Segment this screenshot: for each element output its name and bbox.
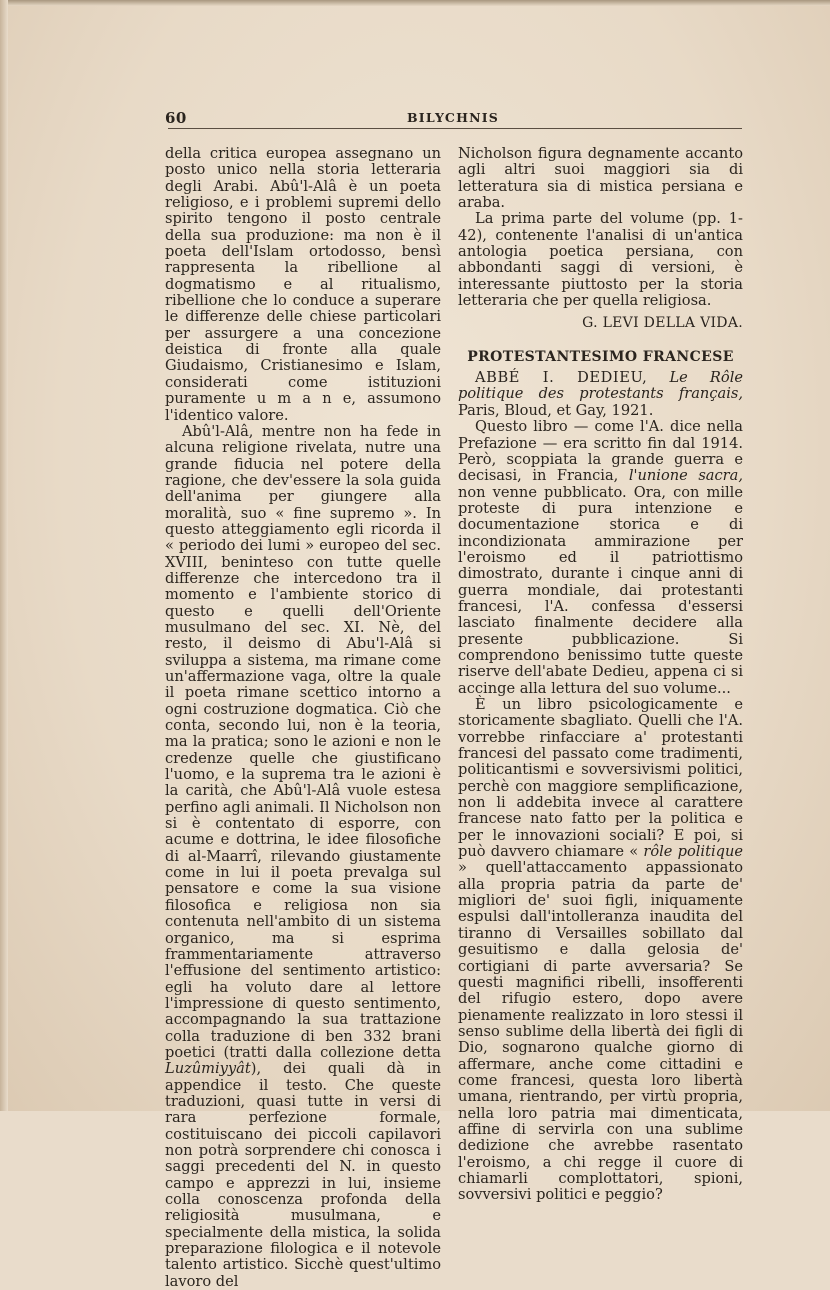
italic-term: rôle politique (643, 843, 743, 861)
header-rule (168, 128, 742, 129)
paragraph: della critica europea assegnano un posto unico nella storia letteraria degli Arabi. Abû'l-Alâ è un poeta religioso, e i problemi supremi dello spirito tengono il posto centrale della sua produzione: ma non è il poeta dell'Islam ortodosso, bensì rappresenta la ribellione al dogmatismo e al ritualismo, ribellione che lo conduce a superare le differenze delle chiese particolari per assurgere a una concezione deistica di fronte alla quale Giudaismo, Cristianesimo e Islam, considerati come istituzioni puramente u m a n e, assumono l'identico valore. (165, 145, 441, 424)
paragraph-text: È un libro psicologicamente e storicamente sbagliato. Quelli che l'A. vorrebbe rinfacciare a' protestanti francesi del passato come tradimenti, politicantismi e sovversivismi politici, perchè con maggiore semplificazione, non li addebita invece al carattere francese nato fatto per la politica e per le innovazioni sociali? E poi, si può davvero chiamare « (458, 696, 743, 861)
paragraph-text: ), dei quali dà in appendice il testo. Che queste traduzioni, quasi tutte in versi di rara perfezione formale, costituiscano dei piccoli capilavori non potrà sorprendere chi conosca i saggi precedenti del N. in questo campo e apprezzi in lui, insieme colla conoscenza profonda della religiosità musulmana, e specialmente della mistica, la solida preparazione filologica e il notevole talento artistico. Sicchè quest'ultimo lavoro del (165, 1060, 441, 1290)
paragraph (165, 424, 441, 1290)
running-title: BILYCHNIS (407, 110, 499, 125)
page-number: 60 (165, 109, 187, 127)
page-left-edge (0, 0, 8, 1111)
bibliographic-reference (458, 370, 743, 419)
reference-author: ABBÉ I. DEDIEU, (475, 369, 648, 387)
italic-term: Luzûmiyyât (165, 1060, 251, 1078)
section-title: PROTESTANTESIMO FRANCESE (467, 348, 734, 365)
review-signature: G. LEVI DELLA VIDA. (582, 315, 743, 332)
paragraph: Nicholson figura degnamente accanto agli altri suoi maggiori sia di letteratura sia di mistica persiana e araba. (458, 145, 743, 212)
paragraph (458, 419, 743, 697)
paragraph-text: Abû'l-Alâ, mentre non ha fede in alcuna religione rivelata, nutre una grande fiducia nel potere della ragione, che dev'essere la sola guida dell'anima per giungere alla moralità, suo « fine supremo ». In questo atteggiamento egli ricorda il « periodo dei lumi » europeo del sec. XVIII, beninteso con tutte quelle differenze che intercedono tra il momento e l'ambiente storico di questo e quelli dell'Oriente musulmano del sec. XI. Nè, del resto, il deismo di Abu'l-Alâ si sviluppa a sistema, ma rimane come un'affermazione vaga, oltre la quale il poeta rimane scettico intorno a ogni costruzione dogmatica. Ciò che conta, secondo lui, non è la teoria, ma la pratica; sono le azioni e non le credenze quelle che giustificano l'uomo, e la suprema tra le azioni è la carità, che Abû'l-Alâ vuole estesa perfino agli animali. Il Nicholson non si è contentato di esporre, con acume e dottrina, le idee filosofiche di al-Maarrî, rilevando giustamente come in lui il poeta prevalga sul pensatore e come la sua visione filosofica e religiosa non sia contenuta nell'ambito di un sistema organico, ma si esprima frammentariamente attraverso l'effusione del sentimento artistico: egli ha voluto dare al lettore l'impressione di questo sentimento, accompagnando la sua trattazione colla traduzione di ben 332 brani poetici (tratti dalla collezione detta (165, 422, 441, 1061)
italic-term: l'unione sacra, (628, 467, 743, 485)
paragraph-text: Questo libro — come l'A. dice nella Prefazione — era scritto fin dal 1914. Però, scoppiata la grande guerra e decisasi, in Francia, (458, 418, 743, 485)
paragraph: La prima parte del volume (pp. 1-42), contenente l'analisi di un'antica antologia poetica persiana, con abbondanti saggi di versioni, è interessante piuttosto per la storia letteraria che per quella religiosa. (458, 210, 743, 310)
right-column (458, 146, 743, 1204)
page-top-edge (0, 0, 830, 6)
reference-publisher: Paris, Bloud, et Gay, 1921. (458, 401, 654, 419)
page-header (165, 109, 741, 129)
paragraph (458, 697, 743, 1204)
reference-title: Le Rôle politique des protestants français, (458, 369, 744, 403)
paragraph-text: » quell'attaccamento appassionato alla propria patria da parte de' migliori de' suoi figli, iniquamente espulsi dall'intolleranza inaudita del tiranno di Versailles sobillato dal gesuitismo e dalla gelosia de' cortigiani di parte avversaria? Se questi magnifici ribelli, insofferenti del rifugio estero, dopo avere pienamente realizzato in loro stessi il senso sublime della libertà dei figli di Dio, sognarono qualche giorno di affermare, anche come cittadini e come francesi, questa loro libertà umana, rientrando, per virtù propria, nella loro patria mai dimenticata, affine di servirla con una sublime dedizione che avrebbe rasentato l'eroismo, a chi regge il cuore di chiamarli complottatori, spioni, sovversivi politici e peggio? (458, 859, 743, 1204)
left-column (165, 146, 441, 1290)
paragraph-text: non venne pubblicato. Ora, con mille proteste di pura intenzione e documentazione storica e di incondizionata ammirazione per l'eroismo ed il patriottismo dimostrato, durante i cinque anni di guerra mondiale, dai protestanti francesi, l'A. confessa d'essersi lasciato finalmente decidere alla presente pubblicazione. Si comprendono benissimo tutte queste riserve dell'abate Dedieu, appena ci si accinge alla lettura del suo volume... (458, 483, 743, 697)
